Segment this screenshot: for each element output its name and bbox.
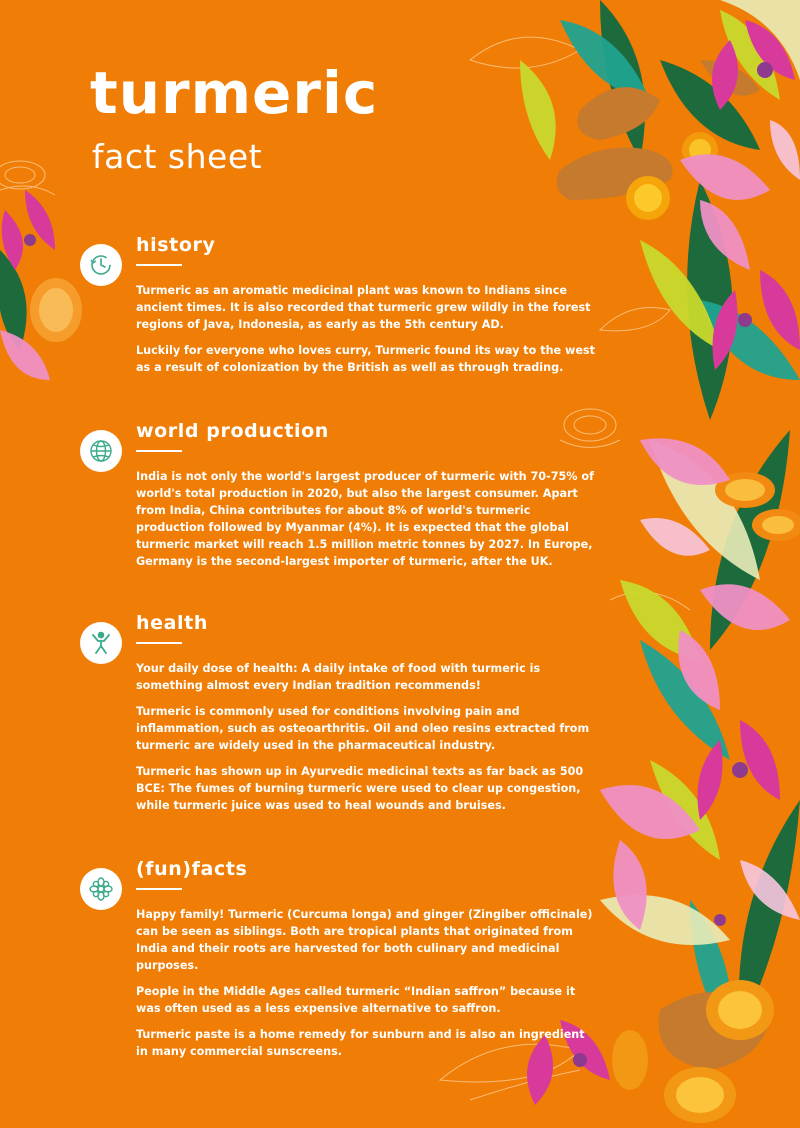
- page-subtitle: fact sheet: [92, 137, 263, 176]
- history-section-icon: [80, 244, 122, 286]
- health-section: [136, 611, 596, 823]
- globe-icon: [87, 437, 115, 465]
- world-production-paragraph-1: India is not only the world's largest producer of turmeric with 70-75% of world's total production in 2020, but also the largest consumer. Apart from India, China contributes for about 8% of world's turmeric production followed by Myanmar (4%). It is expected that the global turmeric market will reach 1.5 million metric tonnes by 2027. In Europe, Germany is the second-largest importer of turmeric, after the UK.: [136, 470, 594, 568]
- history-heading: history: [136, 234, 216, 256]
- person-health-icon: [87, 629, 115, 657]
- world-production-divider: [136, 450, 182, 452]
- clock-history-icon: [87, 251, 115, 279]
- history-section: [136, 233, 596, 385]
- world-production-section: [136, 419, 596, 579]
- world-production-section-icon: [80, 430, 122, 472]
- world-production-heading: world production: [136, 420, 329, 442]
- health-section-icon: [80, 622, 122, 664]
- funfacts-heading: (fun)facts: [136, 858, 248, 880]
- funfacts-paragraph-1: Happy family! Turmeric (Curcuma longa) and ginger (Zingiber officinale) can be seen as siblings. Both are tropical plants that originated from India and their roots are harvested for both culinary and medicinal purposes.: [136, 908, 593, 972]
- health-paragraph-1: Your daily dose of health: A daily intake of food with turmeric is something almost every Indian tradition recommends!: [136, 662, 541, 692]
- flower-icon: [87, 875, 115, 903]
- page-title: turmeric: [90, 59, 379, 127]
- funfacts-paragraph-3: Turmeric paste is a home remedy for sunburn and is also an ingredient in many commercial sunscreens.: [136, 1028, 585, 1058]
- funfacts-section-icon: [80, 868, 122, 910]
- history-divider: [136, 264, 182, 266]
- health-paragraph-3: Turmeric has shown up in Ayurvedic medicinal texts as far back as 500 BCE: The fumes of burning turmeric were used to clear up congestion, while turmeric juice was used to heal wounds and bruises.: [136, 765, 584, 812]
- history-paragraph-2: Luckily for everyone who loves curry, Turmeric found its way to the west as a result of colonization by the British as well as through trading.: [136, 344, 595, 374]
- funfacts-paragraph-2: People in the Middle Ages called turmeric “Indian saffron” because it was often used as a less expensive alternative to saffron.: [136, 985, 576, 1015]
- history-paragraph-1: Turmeric as an aromatic medicinal plant was known to Indians since ancient times. It is also recorded that turmeric grew wildly in the forest regions of Java, Indonesia, as early as the 5th century AD.: [136, 284, 591, 331]
- health-heading: health: [136, 612, 208, 634]
- funfacts-section: [136, 857, 596, 1069]
- funfacts-divider: [136, 888, 182, 890]
- health-divider: [136, 642, 182, 644]
- health-paragraph-2: Turmeric is commonly used for conditions involving pain and inflammation, such as osteoarthritis. Oil and oleo resins extracted from turmeric are widely used in the pharmaceutical industry.: [136, 705, 590, 752]
